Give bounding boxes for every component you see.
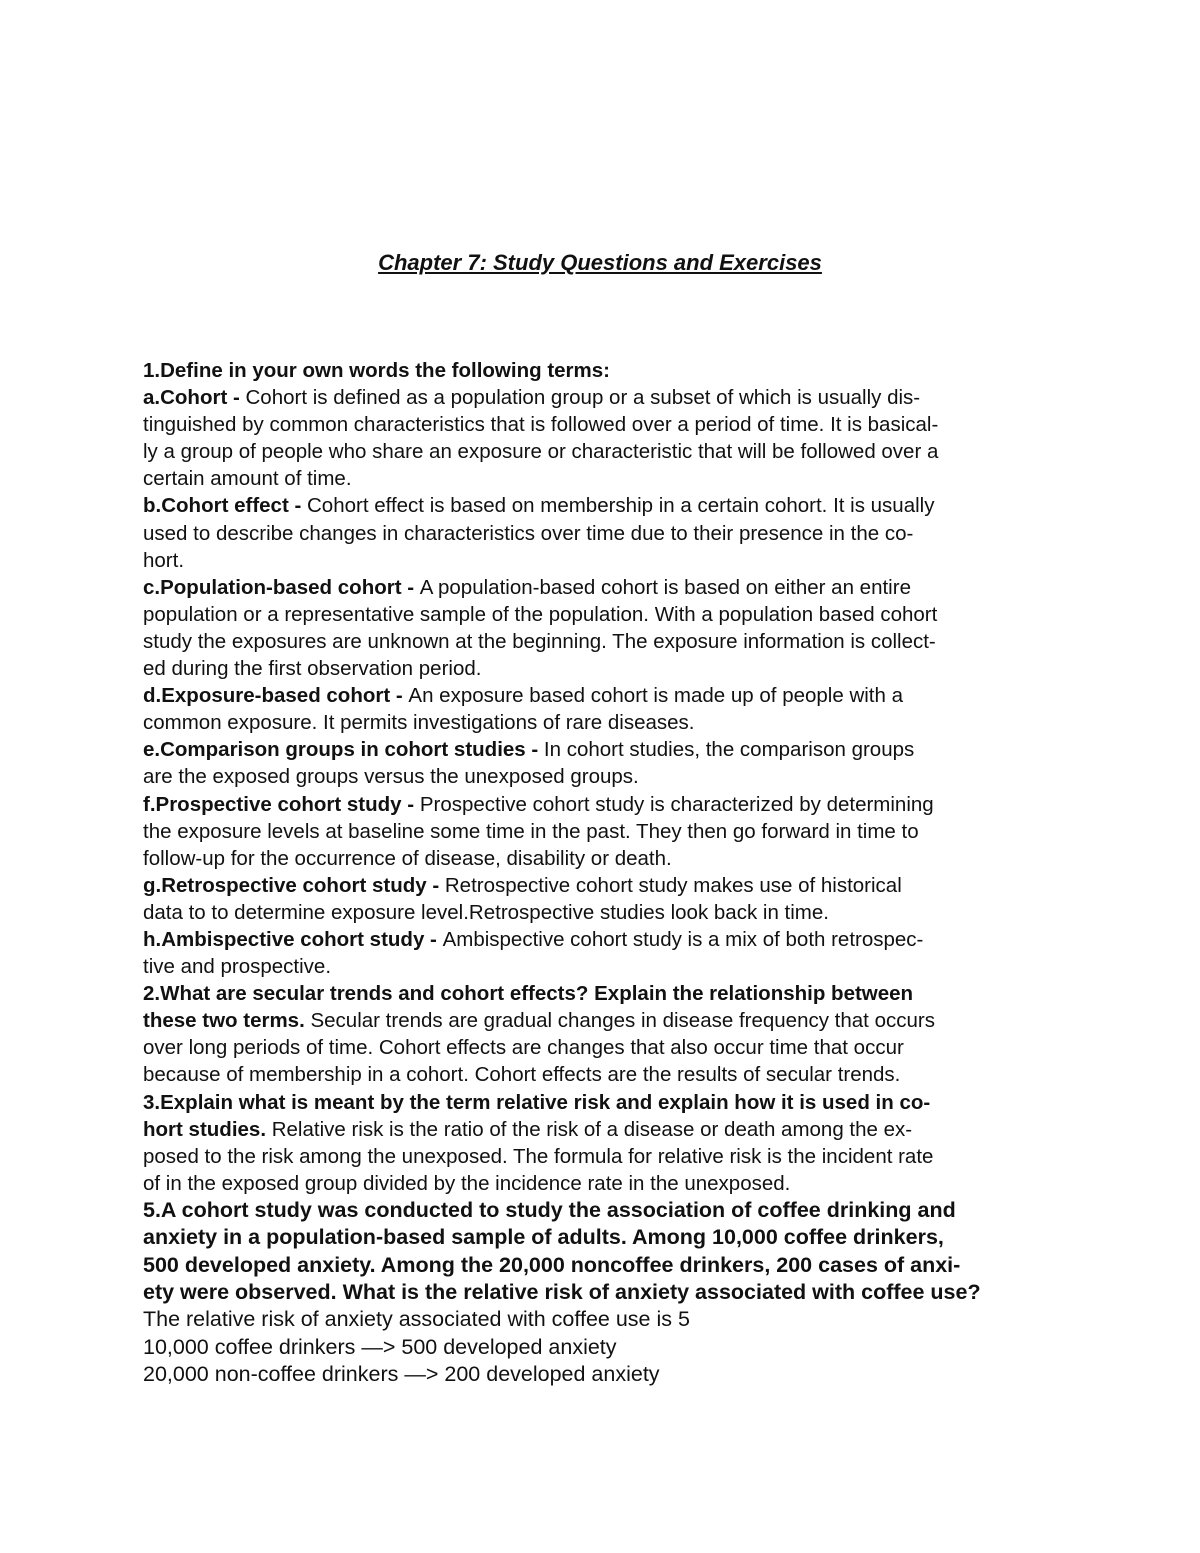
body-text: Secular trends are gradual changes in disease frequency that occurs	[310, 1009, 935, 1033]
text-line	[143, 682, 1063, 709]
body-text: 20,000 non-coffee drinkers —> 200 developed anxiety	[143, 1362, 660, 1387]
body-text: study the exposures are unknown at the beginning. The exposure information is collect-	[143, 629, 936, 653]
text-line	[143, 1306, 1063, 1333]
page-title: Chapter 7: Study Questions and Exercises	[378, 250, 822, 275]
text-line	[143, 547, 1063, 574]
text-line	[143, 980, 1063, 1007]
body-text: hort.	[143, 548, 185, 572]
body-text: In cohort studies, the comparison groups	[543, 738, 915, 762]
body-text: are the exposed groups versus the unexposed groups.	[143, 765, 639, 789]
text-line	[143, 899, 1063, 926]
text-line	[143, 1116, 1063, 1143]
bold-text: hort studies.	[143, 1117, 272, 1141]
bold-text: 500 developed anxiety. Among the 20,000 noncoffee drinkers, 200 cases of anxi-	[143, 1252, 961, 1277]
body-text: An exposure based cohort is made up of people with a	[408, 684, 903, 708]
text-line	[143, 601, 1063, 628]
text-line	[143, 438, 1063, 465]
bold-text: 1.Define in your own words the following terms:	[143, 359, 610, 382]
text-line	[143, 845, 1063, 872]
body-text: over long periods of time. Cohort effects are changes that also occur time that occur	[143, 1036, 904, 1060]
body-text: Ambispective cohort study is a mix of both retrospec-	[442, 927, 924, 951]
body-text: tinguished by common characteristics that is followed over a period of time. It is basical-	[143, 413, 939, 437]
text-line	[143, 736, 1063, 763]
text-line	[143, 1143, 1063, 1170]
body-text: tive and prospective.	[143, 955, 332, 979]
body-text: 10,000 coffee drinkers —> 500 developed anxiety	[143, 1334, 617, 1359]
text-line	[143, 1279, 1063, 1306]
bold-text: c.Population-based cohort -	[143, 575, 420, 599]
bold-text: a.Cohort -	[143, 386, 246, 410]
body-text: Relative risk is the ratio of the risk of a disease or death among the ex-	[271, 1117, 913, 1141]
text-line	[143, 411, 1063, 438]
text-line	[143, 709, 1063, 736]
text-line	[143, 1170, 1063, 1197]
bold-text: 5.A cohort study was conducted to study the association of coffee drinking and	[143, 1197, 956, 1222]
text-line	[143, 791, 1063, 818]
text-line	[143, 818, 1063, 845]
bold-text: b.Cohort effect -	[143, 494, 307, 518]
body-text: Cohort is defined as a population group or a subset of which is usually dis-	[245, 386, 921, 410]
text-line	[143, 763, 1063, 790]
body-text: ly a group of people who share an exposure or characteristic that will be followed over a	[143, 440, 939, 464]
body-text: ed during the first observation period.	[143, 657, 482, 681]
text-line	[143, 465, 1063, 492]
text-line	[143, 1089, 1063, 1116]
text-line	[143, 492, 1063, 519]
text-line	[143, 1061, 1063, 1088]
body-text: The relative risk of anxiety associated with coffee use is 5	[143, 1307, 690, 1332]
text-line	[143, 953, 1063, 980]
bold-text: g.Retrospective cohort study -	[143, 873, 445, 897]
bold-text: 3.Explain what is meant by the term relative risk and explain how it is used in co-	[143, 1090, 931, 1114]
body-text: A population-based cohort is based on either an entire	[419, 575, 911, 599]
text-line	[143, 1007, 1063, 1034]
text-line	[143, 1252, 1063, 1279]
text-line	[143, 926, 1063, 953]
bold-text: e.Comparison groups in cohort studies -	[143, 738, 544, 762]
body-text: because of membership in a cohort. Cohort effects are the results of secular trends.	[143, 1063, 901, 1087]
body-text: follow-up for the occurrence of disease, disability or death.	[143, 846, 672, 870]
body-text: Prospective cohort study is characterized by determining	[419, 792, 934, 816]
text-line	[143, 1197, 1063, 1224]
document-body	[143, 357, 1063, 1389]
bold-text: d.Exposure-based cohort -	[143, 684, 409, 708]
bold-text: these two terms.	[143, 1009, 311, 1033]
body-text: Retrospective cohort study makes use of historical	[444, 873, 902, 897]
body-text: posed to the risk among the unexposed. The formula for relative risk is the incident rate	[143, 1144, 934, 1168]
text-line	[143, 520, 1063, 547]
body-text: data to to determine exposure level.Retrospective studies look back in time.	[143, 900, 829, 924]
text-line	[143, 384, 1063, 411]
text-line	[143, 357, 1063, 384]
body-text: of in the exposed group divided by the incidence rate in the unexposed.	[143, 1171, 791, 1195]
text-line	[143, 574, 1063, 601]
bold-text: 2.What are secular trends and cohort effects? Explain the relationship between	[143, 982, 914, 1006]
body-text: used to describe changes in characteristics over time due to their presence in the co-	[143, 521, 914, 545]
text-line	[143, 1034, 1063, 1061]
text-line	[143, 1361, 1063, 1388]
body-text: common exposure. It permits investigations of rare diseases.	[143, 711, 695, 735]
bold-text: anxiety in a population-based sample of adults. Among 10,000 coffee drinkers,	[143, 1225, 944, 1250]
text-line	[143, 872, 1063, 899]
body-text: the exposure levels at baseline some time in the past. They then go forward in time to	[143, 819, 919, 843]
text-line	[143, 655, 1063, 682]
body-text: population or a representative sample of the population. With a population based cohort	[143, 602, 938, 626]
body-text: certain amount of time.	[143, 467, 352, 491]
text-line	[143, 628, 1063, 655]
bold-text: ety were observed. What is the relative risk of anxiety associated with coffee use?	[143, 1280, 981, 1305]
body-text: Cohort effect is based on membership in a certain cohort. It is usually	[307, 494, 935, 518]
bold-text: h.Ambispective cohort study -	[143, 927, 443, 951]
text-line	[143, 1224, 1063, 1251]
bold-text: f.Prospective cohort study -	[143, 792, 420, 816]
text-line	[143, 1334, 1063, 1361]
